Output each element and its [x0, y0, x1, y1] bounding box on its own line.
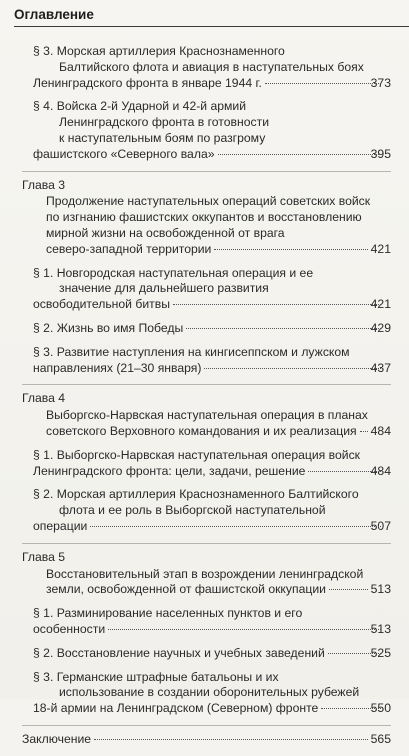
section-divider	[22, 171, 391, 172]
page-number: 513	[370, 621, 391, 636]
dot-leader	[328, 653, 381, 654]
dot-leader	[321, 708, 380, 709]
entry-text: особенности	[33, 621, 106, 636]
page-number: 484	[370, 423, 391, 438]
entry-line: Балтийского флота и авиация в наступательных боях	[59, 59, 364, 74]
page-number: 550	[370, 701, 391, 716]
entry-text: Ленинградского фронта: цели, задачи, решение	[33, 463, 306, 478]
dot-leader	[308, 471, 380, 472]
section-divider	[22, 543, 391, 544]
dot-leader	[173, 304, 381, 305]
dot-leader	[94, 739, 368, 740]
entry-line: § 1. Новгородская наступательная операция и ее	[33, 265, 314, 280]
entry-line: § 4. Войска 2-й Ударной и 42-й армий	[33, 99, 247, 114]
entry-line: Ленинградского фронта в готовности	[59, 115, 270, 130]
entry-last-line	[33, 146, 391, 163]
toc-entry	[22, 646, 391, 662]
entry-last-line	[46, 424, 391, 440]
entry-last-line	[33, 463, 391, 480]
toc-entry	[22, 99, 391, 162]
entry-last-line	[33, 518, 391, 535]
toc-entry	[22, 266, 391, 313]
page-number: 525	[370, 645, 391, 660]
entry-line: § 3. Развитие наступления на кингисеппском и лужском	[33, 344, 350, 359]
entry-text: § 2. Восстановление научных и учебных заведений	[33, 645, 325, 660]
dot-leader	[204, 368, 380, 369]
entry-last-line	[22, 732, 391, 748]
entry-last-line	[33, 701, 391, 717]
page-number: 421	[370, 297, 391, 312]
section-divider	[22, 384, 391, 385]
toc-entry	[22, 606, 391, 638]
entry-line: § 3. Морская артиллерия Краснознаменного	[33, 44, 285, 58]
dot-leader	[90, 526, 380, 527]
entry-line: флота и ее роль в Выборгской наступательной	[59, 503, 326, 518]
entry-text: § 2. Жизнь во имя Победы	[33, 320, 184, 335]
entry-last-line	[46, 242, 391, 258]
toc-entry	[22, 670, 391, 717]
toc-entry	[22, 321, 391, 337]
toc-entry	[22, 194, 391, 257]
entry-text: Ленинградского фронта в январе 1944 г.	[33, 75, 262, 90]
entry-line: значение для дальнейшего развития	[59, 281, 269, 296]
entry-text: 18-й армии на Ленинградском (Северном) фронте	[33, 701, 319, 716]
page-number: 437	[370, 360, 391, 375]
entry-line: Восстановительный этап в возрождении ленинградской	[46, 566, 364, 581]
entry-text: земли, освобожденной от фашистской оккупации	[46, 582, 326, 597]
dot-leader	[360, 431, 368, 432]
entry-text: освободительной битвы	[33, 297, 170, 312]
entry-line: по изгнанию фашистских оккупантов и восстановлению	[46, 210, 362, 225]
running-header	[14, 4, 409, 27]
dot-leader	[186, 328, 380, 329]
table-of-contents	[22, 44, 391, 756]
entry-last-line	[33, 360, 391, 377]
dot-leader	[214, 249, 367, 250]
dot-leader	[108, 629, 381, 630]
entry-line: Выборгско-Нарвская наступательная операция в планах	[46, 408, 368, 423]
entry-line: § 3. Германские штрафные батальоны и их	[33, 669, 279, 684]
entry-last-line	[33, 320, 391, 337]
page-number: 484	[370, 463, 391, 478]
entry-text: операции	[33, 518, 88, 533]
page-number: 507	[370, 518, 391, 533]
toc-entry	[22, 345, 391, 377]
entry-text: фашистского «Северного вала»	[33, 146, 215, 161]
dot-leader	[265, 83, 381, 84]
page-number: 565	[370, 731, 391, 746]
toc-entry	[22, 44, 391, 91]
entry-last-line	[33, 75, 391, 92]
entry-last-line	[33, 645, 391, 662]
toc-entry-conclusion	[22, 732, 391, 748]
chapter-heading: Глава 3	[22, 177, 66, 192]
chapter-heading: Глава 5	[22, 549, 66, 564]
page-number: 373	[370, 75, 391, 90]
entry-last-line	[33, 297, 391, 313]
entry-last-line	[33, 621, 391, 638]
entry-line: § 1. Выборгско-Нарвская наступательная операция войск	[33, 447, 361, 462]
toc-entry	[22, 408, 391, 440]
page-number: 429	[370, 320, 391, 335]
entry-line: § 1. Разминирование населенных пунктов и его	[33, 606, 303, 621]
entry-line: использование в создании оборонительных рубежей	[59, 685, 360, 700]
entry-text: Заключение	[22, 731, 92, 746]
dot-leader	[218, 154, 381, 155]
entry-line: мирной жизни на освобожденной от врага	[46, 225, 285, 240]
page-title: Оглавление	[14, 7, 94, 22]
entry-line: Продолжение наступательных операций советских войск	[46, 194, 371, 209]
entry-text: направлениях (21–30 января)	[33, 360, 202, 375]
page-number: 513	[370, 582, 391, 597]
toc-entry	[22, 567, 391, 599]
page-number: 395	[370, 146, 391, 161]
page-number: 421	[370, 241, 391, 256]
toc-entry	[22, 487, 391, 534]
entry-line: к наступательным боям по разгрому	[59, 130, 266, 145]
entry-last-line	[46, 582, 391, 598]
entry-text: советского Верховного командования и их реализация	[46, 423, 357, 438]
entry-text: северо-западной территории	[46, 241, 212, 256]
toc-entry	[22, 448, 391, 480]
dot-leader	[329, 589, 368, 590]
entry-line: § 2. Морская артиллерия Краснознаменного Балтийского	[33, 487, 359, 502]
chapter-heading: Глава 4	[22, 391, 66, 406]
section-divider	[22, 725, 391, 726]
